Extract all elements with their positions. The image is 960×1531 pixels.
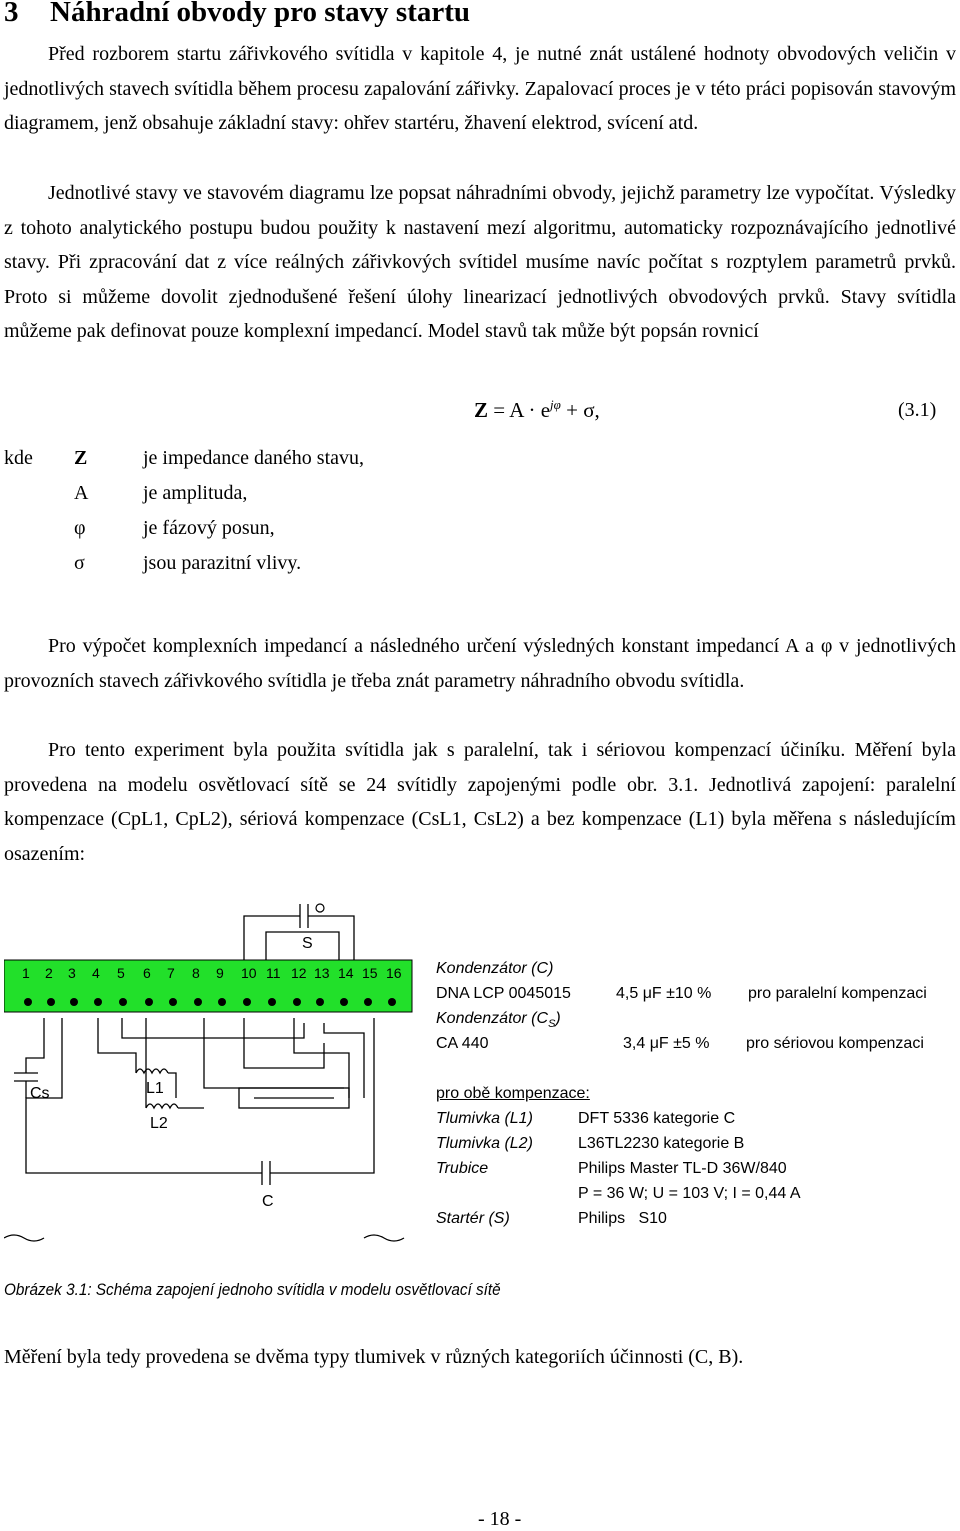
terminal-label: 14 (338, 965, 354, 981)
c-label: C (262, 1193, 274, 1210)
spec-value: Philips S10 (578, 1210, 667, 1227)
terminal-label: 16 (386, 965, 402, 981)
starter-indicator-icon (316, 904, 324, 912)
terminal-label: 7 (167, 965, 175, 981)
terminal-label: 10 (241, 965, 257, 981)
cap-c-value: 4,5 μF ±10 % (616, 985, 712, 1002)
definitions-kde: kde (4, 447, 33, 469)
terminal-label: 5 (117, 965, 125, 981)
spec-label: Startér (S) (436, 1210, 510, 1227)
terminal-screw-icon (340, 998, 348, 1006)
circuit-schematic (4, 898, 424, 1248)
l2-label: L2 (150, 1115, 168, 1132)
terminal-screw-icon (70, 998, 78, 1006)
terminal-screw-icon (145, 998, 153, 1006)
terminal-label: 4 (92, 965, 100, 981)
cap-s-use: pro sériovou kompenzaci (746, 1035, 924, 1052)
terminal-screw-icon (243, 998, 251, 1006)
terminal-screw-icon (293, 998, 301, 1006)
cap-c-title: Kondenzátor (C) (436, 960, 554, 977)
paragraph-states: Jednotlivé stavy ve stavovém diagramu lze popsat náhradními obvody, jejichž parametry lze vypočítat. Výsledky z tohoto analytického postupu budou použity k nastavení mezí algoritmu, automaticky rozpoznávajícího jednotlivé stavy. Při zpracování dat z více reálných zářivkových svítidel musíme navíc počítat s rozptylem parametrů prvků. Proto si můžeme dovolit zjednodušené řešení úlohy linearizací jednotlivých obvodových prvků. Stavy svítidla můžeme pak definovat pouze komplexní impedancí. Model stavů tak může být popsán rovnicí (4, 182, 956, 343)
spec-value: Philips Master TL-D 36W/840 (578, 1160, 787, 1177)
equation-number: (3.1) (898, 399, 937, 421)
cap-c-use: pro paralelní kompenzaci (748, 985, 927, 1002)
paragraph-impedance: Pro výpočet komplexních impedancí a následného určení výsledných konstant impedancí A a φ v jednotlivých provozních stavech zářivkového svítidla je třeba znát parametry náhradního obvodu svítidla. (4, 635, 956, 692)
definition-row: A je amplituda, (74, 482, 248, 504)
terminal-screw-icon (194, 998, 202, 1006)
paragraph-experiment: Pro tento experiment byla použita svítidla jak s paralelní, tak i sériovou kompenzací účiníku. Měření byla provedena na modelu osvětlovací sítě se 24 svítidly zapojenými podle obr. 3.1. Jednotlivá zapojení: paralelní kompenzace (CpL1, CpL2), sériová kompenzace (CsL1, CsL2) a bez kompenzace (L1) byla měřena s následujícím osazením: (4, 739, 956, 865)
terminal-label: 9 (216, 965, 224, 981)
starter-label: S (302, 935, 313, 952)
definition-row: Z je impedance daného stavu, (74, 447, 365, 469)
l1-label: L1 (146, 1080, 164, 1097)
terminal-screw-icon (218, 998, 226, 1006)
cap-s-value: 3,4 μF ±5 % (623, 1035, 710, 1052)
figure-caption: Obrázek 3.1: Schéma zapojení jednoho svítidla v modelu osvětlovací sítě (4, 1280, 501, 1299)
terminal-label: 13 (314, 965, 330, 981)
cap-s-model: CA 440 (436, 1035, 489, 1052)
terminal-label: 12 (291, 965, 307, 981)
spec-label: Tlumivka (L1) (436, 1110, 533, 1127)
definition-row: σ jsou parazitní vlivy. (74, 552, 302, 574)
spec-label: Tlumivka (L2) (436, 1135, 533, 1152)
terminal-screw-icon (388, 998, 396, 1006)
terminal-screw-icon (24, 998, 32, 1006)
terminal-screw-icon (94, 998, 102, 1006)
terminal-label: 15 (362, 965, 378, 981)
both-compensations-label: pro obě kompenzace: (436, 1085, 590, 1102)
chapter-heading (4, 0, 470, 29)
spec-value: L36TL2230 kategorie B (578, 1135, 745, 1152)
page-number: - 18 - (478, 1508, 522, 1530)
terminal-screw-icon (47, 998, 55, 1006)
terminal-label: 1 (22, 965, 30, 981)
spec-value: DFT 5336 kategorie C (578, 1110, 736, 1127)
spec-label: Trubice (436, 1160, 489, 1177)
equation-3-1: $Z = A \cdot e^{j\varphi} + \sigma$, (474, 397, 600, 422)
spec-value: P = 36 W; U = 103 V; I = 0,44 A (578, 1185, 801, 1202)
terminal-screw-icon (316, 998, 324, 1006)
cap-s-title: Kondenzátor $(C_S)$ (436, 1010, 561, 1031)
definition-row: φ je fázový posun, (74, 517, 275, 539)
terminal-screw-icon (119, 998, 127, 1006)
terminal-label: 11 (266, 965, 281, 981)
cs-label: Cs (30, 1085, 50, 1102)
terminal-label: 3 (68, 965, 76, 981)
cap-c-model: DNA LCP 0045015 (436, 985, 571, 1002)
paragraph-intro: Před rozborem startu zářivkového svítidla v kapitole 4, je nutné znát ustálené hodnoty obvodových veličin v jednotlivých stavech svítidla během procesu zapalování zářivky. Zapalovací proces je v této práci popisován stavovým diagramem, jenž obsahuje základní stavy: ohřev startéru, žhavení elektrod, svícení atd. (4, 43, 956, 135)
terminal-label: 8 (192, 965, 200, 981)
chapter-number: 3 (4, 0, 19, 28)
terminal-screw-icon (268, 998, 276, 1006)
paragraph-conclusion: Měření byla tedy provedena se dvěma typy tlumivek v různých kategoriích účinnosti (C, B). (4, 1346, 744, 1368)
terminal-screw-icon (364, 998, 372, 1006)
terminal-screw-icon (169, 998, 177, 1006)
chapter-title: Náhradní obvody pro stavy startu (50, 0, 471, 28)
terminal-label: 2 (45, 965, 53, 981)
terminal-label: 6 (143, 965, 151, 981)
